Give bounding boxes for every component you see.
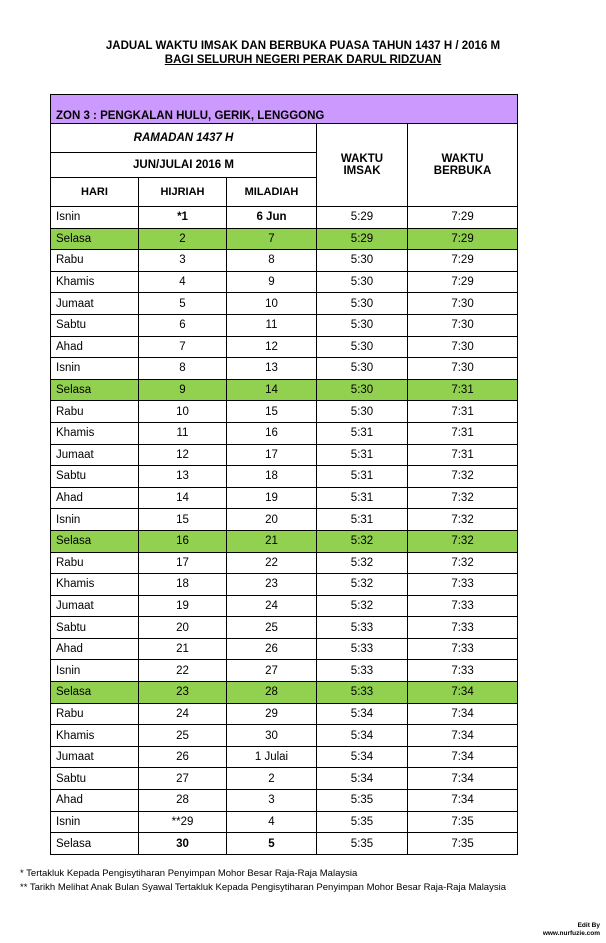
cell-berbuka: 7:34 <box>408 746 518 768</box>
table-row <box>51 811 518 833</box>
berbuka-header-line2: BERBUKA <box>433 165 492 177</box>
edit-credit-line1: Edit By <box>577 922 600 929</box>
cell-hari: Rabu <box>51 401 139 423</box>
table-row <box>51 487 518 509</box>
zone-label: ZON 3 : PENGKALAN HULU, GERIK, LENGGONG <box>51 95 518 124</box>
cell-miladiah: 17 <box>227 444 317 466</box>
cell-berbuka: 7:34 <box>408 725 518 747</box>
cell-miladiah: 12 <box>227 336 317 358</box>
cell-imsak: 5:31 <box>317 509 408 531</box>
table-row <box>51 595 518 617</box>
cell-hijriah: 20 <box>139 617 227 639</box>
cell-miladiah: 5 <box>227 833 317 855</box>
cell-miladiah: 30 <box>227 725 317 747</box>
cell-berbuka: 7:29 <box>408 228 518 250</box>
month-header: JUN/JULAI 2016 M <box>51 153 317 178</box>
cell-imsak: 5:29 <box>317 207 408 229</box>
cell-berbuka: 7:29 <box>408 271 518 293</box>
cell-berbuka: 7:32 <box>408 466 518 488</box>
cell-miladiah: 9 <box>227 271 317 293</box>
footnote-1: * Tertakluk Kepada Pengisytiharan Penyimpan Mohor Besar Raja-Raja Malaysia <box>20 868 358 879</box>
cell-berbuka: 7:29 <box>408 250 518 272</box>
table-row <box>51 660 518 682</box>
cell-imsak: 5:33 <box>317 638 408 660</box>
cell-miladiah: 23 <box>227 574 317 596</box>
cell-hari: Isnin <box>51 509 139 531</box>
cell-hijriah: 28 <box>139 790 227 812</box>
cell-imsak: 5:31 <box>317 422 408 444</box>
cell-imsak: 5:32 <box>317 552 408 574</box>
cell-imsak: 5:32 <box>317 530 408 552</box>
imsak-header <box>317 124 408 207</box>
cell-berbuka: 7:34 <box>408 768 518 790</box>
table-row <box>51 293 518 315</box>
cell-hari: Khamis <box>51 574 139 596</box>
cell-berbuka: 7:33 <box>408 617 518 639</box>
cell-berbuka: 7:29 <box>408 207 518 229</box>
cell-miladiah: 21 <box>227 530 317 552</box>
edit-credit <box>543 922 600 938</box>
cell-hari: Selasa <box>51 833 139 855</box>
cell-miladiah: 6 Jun <box>227 207 317 229</box>
cell-imsak: 5:32 <box>317 595 408 617</box>
cell-hijriah: 5 <box>139 293 227 315</box>
cell-hari: Selasa <box>51 228 139 250</box>
cell-hijriah: 6 <box>139 314 227 336</box>
cell-berbuka: 7:33 <box>408 574 518 596</box>
cell-hari: Khamis <box>51 271 139 293</box>
cell-hari: Ahad <box>51 790 139 812</box>
cell-miladiah: 4 <box>227 811 317 833</box>
cell-hijriah: 8 <box>139 358 227 380</box>
cell-imsak: 5:31 <box>317 444 408 466</box>
zone-header-row <box>51 95 518 124</box>
cell-miladiah: 25 <box>227 617 317 639</box>
cell-imsak: 5:34 <box>317 725 408 747</box>
cell-miladiah: 29 <box>227 703 317 725</box>
cell-imsak: 5:31 <box>317 487 408 509</box>
cell-berbuka: 7:35 <box>408 833 518 855</box>
cell-miladiah: 28 <box>227 682 317 704</box>
cell-imsak: 5:34 <box>317 746 408 768</box>
cell-hijriah: 24 <box>139 703 227 725</box>
cell-miladiah: 27 <box>227 660 317 682</box>
ramadan-header: RAMADAN 1437 H <box>51 124 317 153</box>
cell-imsak: 5:32 <box>317 574 408 596</box>
cell-hijriah: 21 <box>139 638 227 660</box>
cell-imsak: 5:30 <box>317 293 408 315</box>
miladiah-header: MILADIAH <box>227 178 317 207</box>
cell-miladiah: 22 <box>227 552 317 574</box>
cell-hijriah: 7 <box>139 336 227 358</box>
cell-miladiah: 2 <box>227 768 317 790</box>
cell-miladiah: 8 <box>227 250 317 272</box>
cell-hari: Isnin <box>51 811 139 833</box>
cell-hari: Ahad <box>51 336 139 358</box>
cell-berbuka: 7:30 <box>408 314 518 336</box>
cell-hari: Sabtu <box>51 617 139 639</box>
cell-miladiah: 18 <box>227 466 317 488</box>
cell-hari: Isnin <box>51 660 139 682</box>
cell-berbuka: 7:34 <box>408 790 518 812</box>
imsak-header-line2: IMSAK <box>343 165 381 177</box>
cell-hijriah: **29 <box>139 811 227 833</box>
cell-imsak: 5:30 <box>317 401 408 423</box>
table-row <box>51 703 518 725</box>
table-row <box>51 833 518 855</box>
edit-credit-line2: www.nurfuzie.com <box>542 930 600 937</box>
cell-miladiah: 7 <box>227 228 317 250</box>
cell-hijriah: 26 <box>139 746 227 768</box>
cell-berbuka: 7:30 <box>408 336 518 358</box>
cell-miladiah: 20 <box>227 509 317 531</box>
table-row <box>51 207 518 229</box>
table-row <box>51 379 518 401</box>
cell-berbuka: 7:33 <box>408 595 518 617</box>
cell-berbuka: 7:34 <box>408 682 518 704</box>
cell-berbuka: 7:33 <box>408 660 518 682</box>
cell-imsak: 5:30 <box>317 379 408 401</box>
cell-miladiah: 24 <box>227 595 317 617</box>
cell-miladiah: 1 Julai <box>227 746 317 768</box>
cell-hijriah: 18 <box>139 574 227 596</box>
cell-hari: Selasa <box>51 530 139 552</box>
cell-miladiah: 10 <box>227 293 317 315</box>
cell-imsak: 5:33 <box>317 682 408 704</box>
table-row <box>51 250 518 272</box>
cell-berbuka: 7:32 <box>408 552 518 574</box>
cell-hijriah: 19 <box>139 595 227 617</box>
cell-berbuka: 7:31 <box>408 422 518 444</box>
cell-hari: Jumaat <box>51 746 139 768</box>
table-row <box>51 574 518 596</box>
footnote-2: ** Tarikh Melihat Anak Bulan Syawal Tertakluk Kepada Pengisytiharan Penyimpan Mohor Besar Raja-Raja Malaysia <box>20 882 506 893</box>
table-row <box>51 228 518 250</box>
cell-hijriah: 15 <box>139 509 227 531</box>
cell-hijriah: 27 <box>139 768 227 790</box>
hijriah-header: HIJRIAH <box>139 178 227 207</box>
cell-hijriah: *1 <box>139 207 227 229</box>
table-row <box>51 422 518 444</box>
cell-hari: Selasa <box>51 682 139 704</box>
cell-hijriah: 9 <box>139 379 227 401</box>
cell-hijriah: 30 <box>139 833 227 855</box>
cell-berbuka: 7:31 <box>408 401 518 423</box>
cell-hijriah: 16 <box>139 530 227 552</box>
cell-imsak: 5:33 <box>317 660 408 682</box>
cell-hari: Ahad <box>51 487 139 509</box>
cell-miladiah: 14 <box>227 379 317 401</box>
cell-hijriah: 23 <box>139 682 227 704</box>
cell-hijriah: 4 <box>139 271 227 293</box>
cell-berbuka: 7:32 <box>408 487 518 509</box>
cell-imsak: 5:30 <box>317 314 408 336</box>
imsak-header-line1: WAKTU <box>340 153 384 165</box>
cell-berbuka: 7:30 <box>408 293 518 315</box>
table-row <box>51 617 518 639</box>
hari-header: HARI <box>51 178 139 207</box>
cell-hijriah: 14 <box>139 487 227 509</box>
cell-berbuka: 7:31 <box>408 379 518 401</box>
cell-miladiah: 11 <box>227 314 317 336</box>
cell-hari: Jumaat <box>51 595 139 617</box>
table-row <box>51 358 518 380</box>
table-row <box>51 401 518 423</box>
cell-hijriah: 13 <box>139 466 227 488</box>
cell-miladiah: 3 <box>227 790 317 812</box>
table-row <box>51 509 518 531</box>
cell-hari: Khamis <box>51 422 139 444</box>
cell-imsak: 5:30 <box>317 250 408 272</box>
header-row-ramadan <box>51 124 518 153</box>
cell-berbuka: 7:33 <box>408 638 518 660</box>
cell-berbuka: 7:35 <box>408 811 518 833</box>
cell-hari: Rabu <box>51 703 139 725</box>
table-row <box>51 638 518 660</box>
cell-berbuka: 7:32 <box>408 509 518 531</box>
cell-imsak: 5:34 <box>317 703 408 725</box>
table-row <box>51 682 518 704</box>
table-row <box>51 271 518 293</box>
cell-hari: Jumaat <box>51 444 139 466</box>
cell-miladiah: 13 <box>227 358 317 380</box>
document-subtitle: BAGI SELURUH NEGERI PERAK DARUL RIDZUAN <box>164 54 442 66</box>
table-row <box>51 552 518 574</box>
cell-imsak: 5:29 <box>317 228 408 250</box>
cell-miladiah: 15 <box>227 401 317 423</box>
cell-hari: Rabu <box>51 250 139 272</box>
table-row <box>51 530 518 552</box>
cell-hijriah: 11 <box>139 422 227 444</box>
cell-imsak: 5:33 <box>317 617 408 639</box>
cell-hijriah: 10 <box>139 401 227 423</box>
cell-hari: Isnin <box>51 358 139 380</box>
cell-berbuka: 7:31 <box>408 444 518 466</box>
cell-imsak: 5:30 <box>317 358 408 380</box>
table-row <box>51 725 518 747</box>
table-row <box>51 768 518 790</box>
cell-hari: Isnin <box>51 207 139 229</box>
cell-berbuka: 7:34 <box>408 703 518 725</box>
table-row <box>51 444 518 466</box>
table-row <box>51 314 518 336</box>
cell-hari: Khamis <box>51 725 139 747</box>
cell-hari: Selasa <box>51 379 139 401</box>
cell-miladiah: 16 <box>227 422 317 444</box>
table-row <box>51 466 518 488</box>
cell-hijriah: 2 <box>139 228 227 250</box>
cell-imsak: 5:31 <box>317 466 408 488</box>
cell-hari: Sabtu <box>51 466 139 488</box>
cell-imsak: 5:30 <box>317 271 408 293</box>
cell-hijriah: 25 <box>139 725 227 747</box>
cell-imsak: 5:35 <box>317 790 408 812</box>
cell-hari: Rabu <box>51 552 139 574</box>
footnotes <box>20 867 506 895</box>
cell-imsak: 5:30 <box>317 336 408 358</box>
document-title: JADUAL WAKTU IMSAK DAN BERBUKA PUASA TAHUN 1437 H / 2016 M <box>105 40 501 52</box>
cell-hari: Ahad <box>51 638 139 660</box>
table-row <box>51 746 518 768</box>
cell-hijriah: 3 <box>139 250 227 272</box>
table-row <box>51 336 518 358</box>
cell-hijriah: 17 <box>139 552 227 574</box>
cell-berbuka: 7:32 <box>408 530 518 552</box>
cell-miladiah: 19 <box>227 487 317 509</box>
cell-hari: Sabtu <box>51 314 139 336</box>
berbuka-header <box>408 124 518 207</box>
cell-berbuka: 7:30 <box>408 358 518 380</box>
cell-imsak: 5:34 <box>317 768 408 790</box>
cell-miladiah: 26 <box>227 638 317 660</box>
cell-imsak: 5:35 <box>317 811 408 833</box>
cell-hijriah: 22 <box>139 660 227 682</box>
berbuka-header-line1: WAKTU <box>441 153 484 165</box>
schedule-table <box>50 94 518 855</box>
cell-hari: Sabtu <box>51 768 139 790</box>
table-row <box>51 790 518 812</box>
cell-hijriah: 12 <box>139 444 227 466</box>
cell-hari: Jumaat <box>51 293 139 315</box>
cell-imsak: 5:35 <box>317 833 408 855</box>
